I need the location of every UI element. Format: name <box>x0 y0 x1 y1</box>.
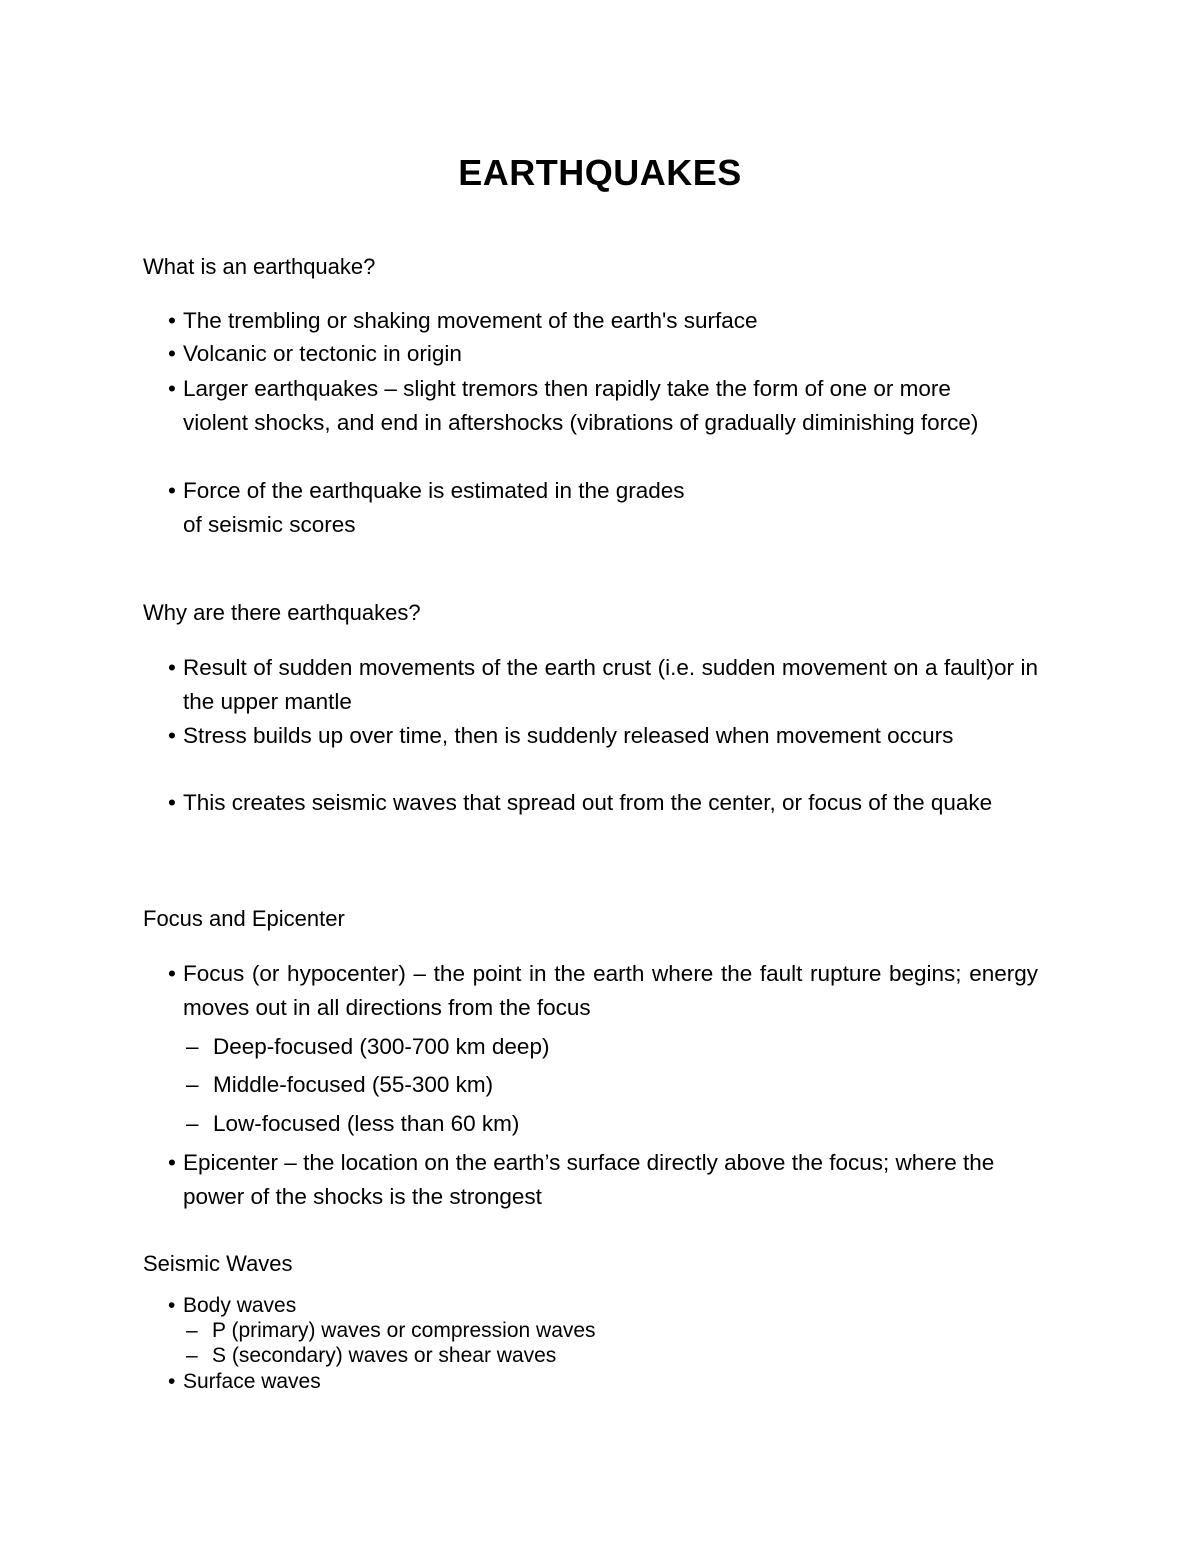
bullet-text: Force of the earthquake is estimated in the grades of seismic scores <box>183 478 685 537</box>
bullet-text: Larger earthquakes – slight tremors then rapidly take the form of one or more violent shocks, and end in aftershocks (vibrations of gradually diminishing force) <box>183 376 979 435</box>
bullet-text: Epicenter – the location on the earth’s surface directly above the focus; where the power of the shocks is the strongest <box>183 1150 995 1209</box>
bullet-icon: • <box>168 376 176 401</box>
sub-bullet-text: Low-focused (less than 60 km) <box>213 1111 520 1136</box>
bullet-item <box>168 1293 1038 1319</box>
bullet-item <box>168 1369 1038 1395</box>
bullet-text: Result of sudden movements of the earth crust (i.e. sudden movement on a fault)or in the upper mantle <box>183 655 1038 714</box>
dash-icon: – <box>186 1344 198 1367</box>
dash-icon: – <box>186 1319 198 1342</box>
bullet-item <box>168 337 1038 371</box>
bullet-icon: • <box>168 961 176 986</box>
sub-bullet-item <box>186 1107 519 1141</box>
bullet-icon: • <box>168 341 176 366</box>
bullet-text: The trembling or shaking movement of the earth's surface <box>183 308 758 333</box>
bullet-text: Focus (or hypocenter) – the point in the earth where the fault rupture begins; energy moves out in all directions from the focus <box>183 961 1038 1020</box>
sub-bullet-item <box>186 1030 549 1064</box>
bullet-text: Stress builds up over time, then is suddenly released when movement occurs <box>183 723 954 748</box>
bullet-item <box>168 786 1038 820</box>
bullet-text: Surface waves <box>183 1370 321 1393</box>
bullet-item <box>168 474 708 542</box>
bullet-icon: • <box>168 790 176 815</box>
sub-bullet-text: Deep-focused (300-700 km deep) <box>213 1034 550 1059</box>
sub-bullet-item <box>186 1068 493 1102</box>
bullet-icon: • <box>168 723 176 748</box>
dash-icon: – <box>186 1034 199 1059</box>
section-heading-what-is: What is an earthquake? <box>143 254 376 279</box>
bullet-icon: • <box>168 478 176 503</box>
sub-bullet-item <box>186 1318 596 1344</box>
page-title: EARTHQUAKES <box>458 152 742 193</box>
sub-bullet-item <box>186 1343 556 1369</box>
bullet-text: This creates seismic waves that spread out from the center, or focus of the quake <box>183 790 993 815</box>
dash-icon: – <box>186 1072 199 1097</box>
bullet-text: Volcanic or tectonic in origin <box>183 341 462 366</box>
sub-bullet-text: Middle-focused (55-300 km) <box>213 1072 494 1097</box>
section-heading-focus: Focus and Epicenter <box>143 906 345 931</box>
sub-bullet-text: P (primary) waves or compression waves <box>212 1319 596 1342</box>
dash-icon: – <box>186 1111 199 1136</box>
bullet-icon: • <box>168 1150 176 1175</box>
bullet-icon: • <box>168 1370 176 1393</box>
bullet-item <box>168 304 1038 338</box>
section-heading-why: Why are there earthquakes? <box>143 600 421 625</box>
bullet-icon: • <box>168 308 176 333</box>
bullet-icon: • <box>168 655 176 680</box>
bullet-item <box>168 651 1038 719</box>
sub-bullet-text: S (secondary) waves or shear waves <box>212 1344 557 1367</box>
bullet-item <box>168 372 1018 440</box>
bullet-icon: • <box>168 1294 176 1317</box>
bullet-text: Body waves <box>183 1294 297 1317</box>
bullet-item <box>168 719 1038 753</box>
section-heading-seismic: Seismic Waves <box>143 1251 293 1276</box>
bullet-item <box>168 1146 1028 1214</box>
bullet-item <box>168 957 1038 1025</box>
